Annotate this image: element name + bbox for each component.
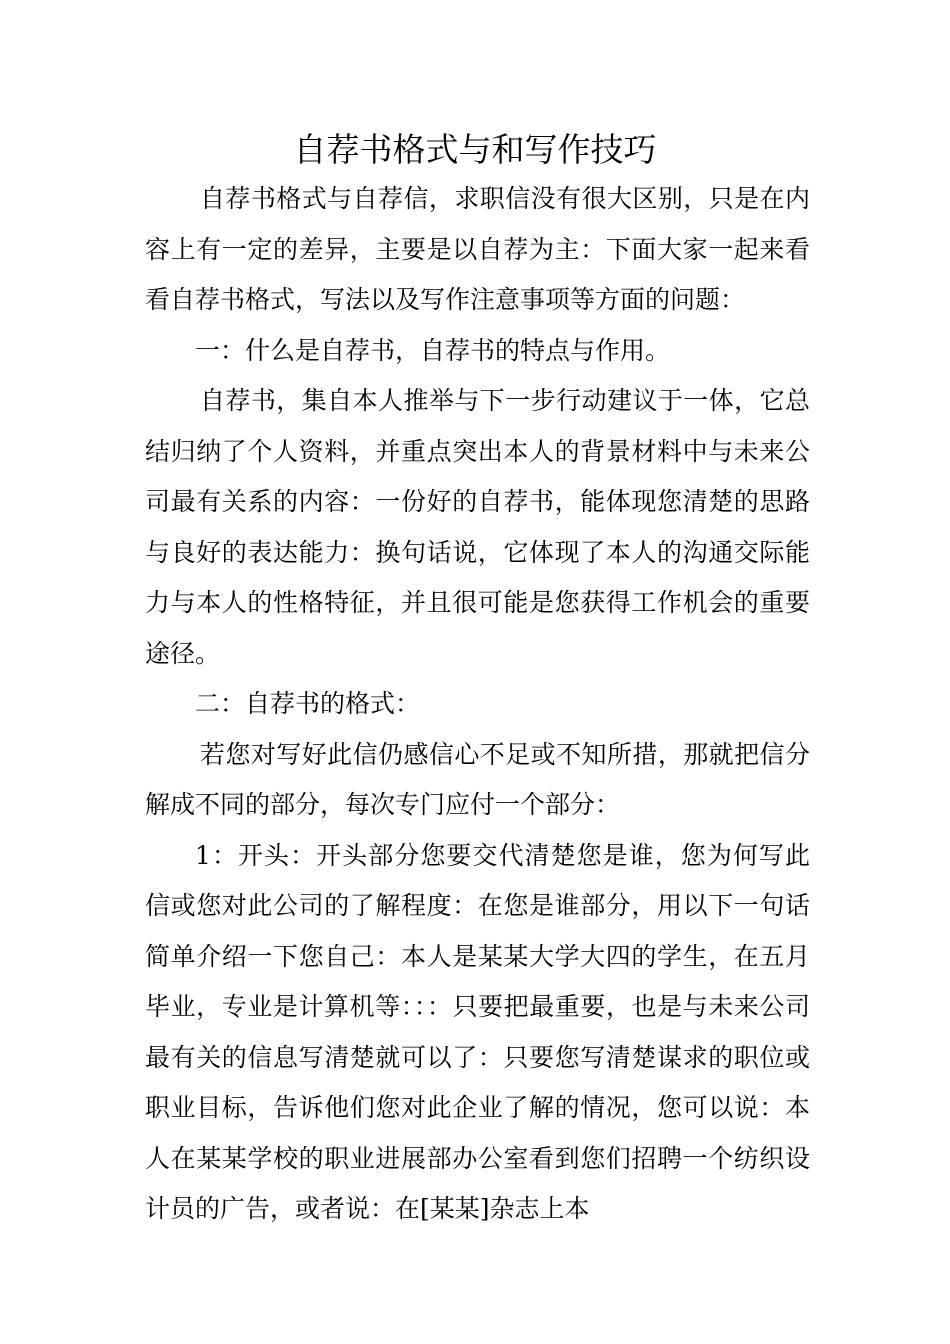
document-body [145, 174, 810, 1235]
paragraph-format-intro: 若您对写好此信仍感信心不足或不知所措，那就把信分解成不同的部分，每次专门应付一个部分： [145, 739, 810, 819]
paragraph-intro: 自荐书格式与自荐信，求职信没有很大区别，只是在内容上有一定的差异，主要是以自荐为主：下面大家一起来看看自荐书格式，写法以及写作注意事项等方面的问题： [145, 184, 810, 314]
paragraph-definition: 自荐书，集自本人推举与下一步行动建议于一体，它总结归纳了个人资料，并重点突出本人的背景材料中与未来公司最有关系的内容：一份好的自荐书，能体现您清楚的思路与良好的表达能力：换句话说，它体现了本人的沟通交际能力与本人的性格特征，并且很可能是您获得工作机会的重要途径。 [145, 386, 810, 668]
section-heading-1: 一：什么是自荐书，自荐书的特点与作用。 [195, 335, 671, 365]
section-heading-2: 二：自荐书的格式： [195, 689, 421, 718]
paragraph-opening: 1：开头：开头部分您要交代清楚您是谁，您为何写此信或您对此公司的了解程度：在您是谁部分，用以下一句话简单介绍一下您自己：本人是某某大学大四的学生，在五月毕业，专业是计算机等：：：只要把最重要，也是与未来公司最有关的信息写清楚就可以了：只要您写清楚谋求的职位或职业目标，告诉他们您对此企业了解的情况，您可以说：本人在某某学校的职业进展部办公室看到您们招聘一个纺织设计员的广告，或者说：在[某某]杂志上本 [145, 840, 810, 1223]
document-title: 自荐书格式与和写作技巧 [293, 130, 657, 169]
